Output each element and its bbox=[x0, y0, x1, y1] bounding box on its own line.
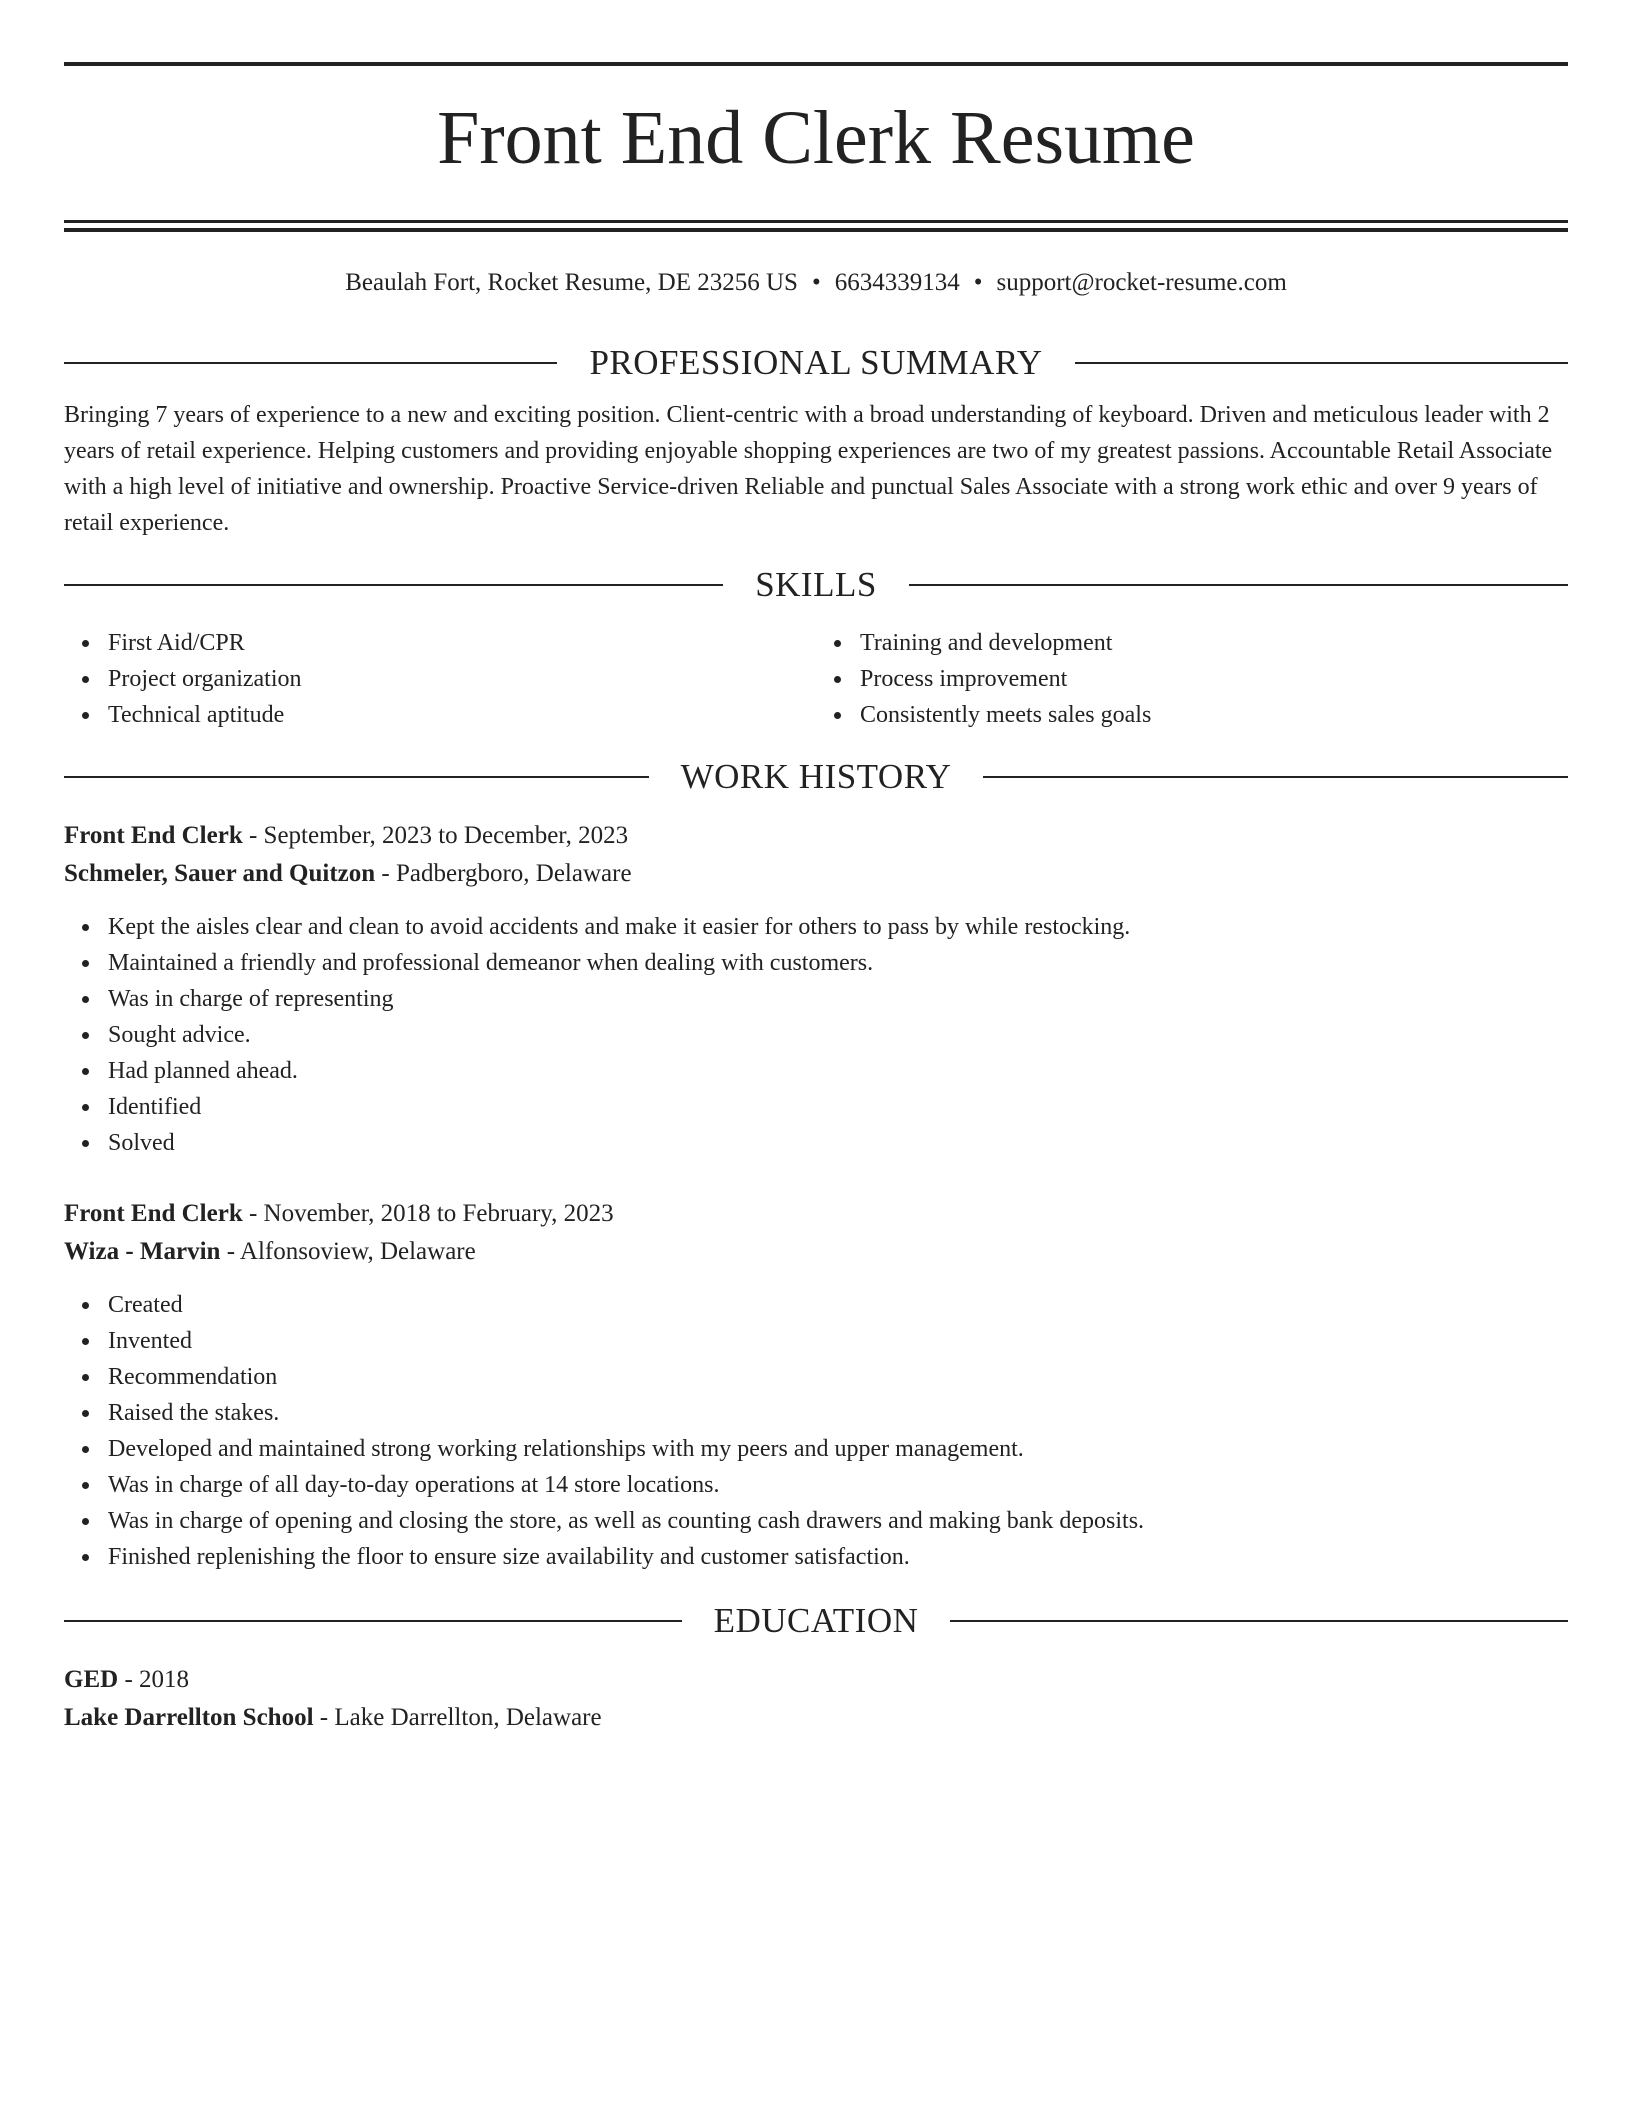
education-school: Lake Darrellton School bbox=[64, 1704, 314, 1731]
job-location: - Padbergboro, Delaware bbox=[375, 860, 632, 887]
skill-item: Process improvement bbox=[860, 661, 1568, 697]
job-location: - Alfonsoview, Delaware bbox=[220, 1238, 476, 1265]
job-bullet: Maintained a friendly and professional demeanor when dealing with customers. bbox=[108, 945, 1568, 981]
contact-phone: 6634339134 bbox=[834, 269, 960, 296]
job-bullet: Finished replenishing the floor to ensure size availability and customer satisfaction. bbox=[108, 1539, 1568, 1575]
job-bullets bbox=[64, 1287, 1568, 1575]
job-entry bbox=[64, 817, 1568, 1161]
job-bullet: Had planned ahead. bbox=[108, 1053, 1568, 1089]
work-heading bbox=[64, 757, 1568, 797]
job-bullet: Created bbox=[108, 1287, 1568, 1323]
job-bullet: Raised the stakes. bbox=[108, 1395, 1568, 1431]
skill-item: Consistently meets sales goals bbox=[860, 697, 1568, 733]
summary-heading-label: PROFESSIONAL SUMMARY bbox=[589, 343, 1043, 382]
skill-item: Project organization bbox=[108, 661, 816, 697]
education-school-line bbox=[64, 1699, 1568, 1737]
title-double-rule bbox=[64, 220, 1568, 232]
job-company: Schmeler, Sauer and Quitzon bbox=[64, 860, 376, 887]
job-dates: - September, 2023 to December, 2023 bbox=[242, 822, 629, 849]
job-bullet: Recommendation bbox=[108, 1359, 1568, 1395]
education-degree: GED bbox=[64, 1666, 119, 1693]
job-company-line bbox=[64, 855, 1568, 893]
job-bullet: Was in charge of representing bbox=[108, 981, 1568, 1017]
contact-email: support@rocket-resume.com bbox=[996, 269, 1287, 296]
job-bullet: Was in charge of opening and closing the store, as well as counting cash drawers and making bank deposits. bbox=[108, 1503, 1568, 1539]
job-bullet: Invented bbox=[108, 1323, 1568, 1359]
job-title: Front End Clerk bbox=[64, 822, 243, 849]
summary-heading bbox=[64, 343, 1568, 383]
job-company-line bbox=[64, 1233, 1568, 1271]
job-title-line bbox=[64, 817, 1568, 855]
education-heading-label: EDUCATION bbox=[713, 1601, 919, 1640]
job-entry bbox=[64, 1195, 1568, 1575]
education-degree-line bbox=[64, 1661, 1568, 1699]
job-bullet: Solved bbox=[108, 1125, 1568, 1161]
job-bullets bbox=[64, 909, 1568, 1161]
resume-title: Front End Clerk Resume bbox=[437, 96, 1195, 180]
job-bullet: Kept the aisles clear and clean to avoid accidents and make it easier for others to pass by while restocking. bbox=[108, 909, 1568, 945]
skills-list bbox=[64, 625, 1568, 733]
education-entry bbox=[64, 1661, 1568, 1737]
contact-separator: • bbox=[811, 269, 821, 296]
summary-text: Bringing 7 years of experience to a new and exciting position. Client-centric with a broad understanding of keyboard. Driven and meticulous leader with 2 years of retail experience. Helping customers and providing enjoyable shopping experiences are two of my greatest passions. Accountable Retail Associate with a high level of initiative and ownership. Proactive Service-driven Reliable and punctual Sales Associate with a strong work ethic and over 9 years of retail experience. bbox=[64, 402, 1553, 536]
job-bullet: Developed and maintained strong working relationships with my peers and upper management. bbox=[108, 1431, 1568, 1467]
contact-line bbox=[64, 267, 1568, 299]
work-heading-label: WORK HISTORY bbox=[680, 757, 952, 796]
resume-page bbox=[64, 62, 1568, 1737]
skill-item: First Aid/CPR bbox=[108, 625, 816, 661]
top-rule bbox=[64, 62, 1568, 66]
education-heading bbox=[64, 1601, 1568, 1641]
skill-item: Training and development bbox=[860, 625, 1568, 661]
job-bullet: Sought advice. bbox=[108, 1017, 1568, 1053]
job-dates: - November, 2018 to February, 2023 bbox=[242, 1200, 614, 1227]
job-bullet: Was in charge of all day-to-day operations at 14 store locations. bbox=[108, 1467, 1568, 1503]
contact-address: Beaulah Fort, Rocket Resume, DE 23256 US bbox=[345, 269, 798, 296]
skills-heading-label: SKILLS bbox=[755, 565, 877, 604]
skills-left-column bbox=[64, 625, 816, 733]
job-company: Wiza - Marvin bbox=[64, 1238, 221, 1265]
job-bullet: Identified bbox=[108, 1089, 1568, 1125]
job-title-line bbox=[64, 1195, 1568, 1233]
job-title: Front End Clerk bbox=[64, 1200, 243, 1227]
skills-heading bbox=[64, 565, 1568, 605]
education-location: - Lake Darrellton, Delaware bbox=[313, 1704, 602, 1731]
skills-right-column bbox=[816, 625, 1568, 733]
skill-item: Technical aptitude bbox=[108, 697, 816, 733]
contact-separator: • bbox=[973, 269, 983, 296]
education-year: - 2018 bbox=[118, 1666, 190, 1693]
